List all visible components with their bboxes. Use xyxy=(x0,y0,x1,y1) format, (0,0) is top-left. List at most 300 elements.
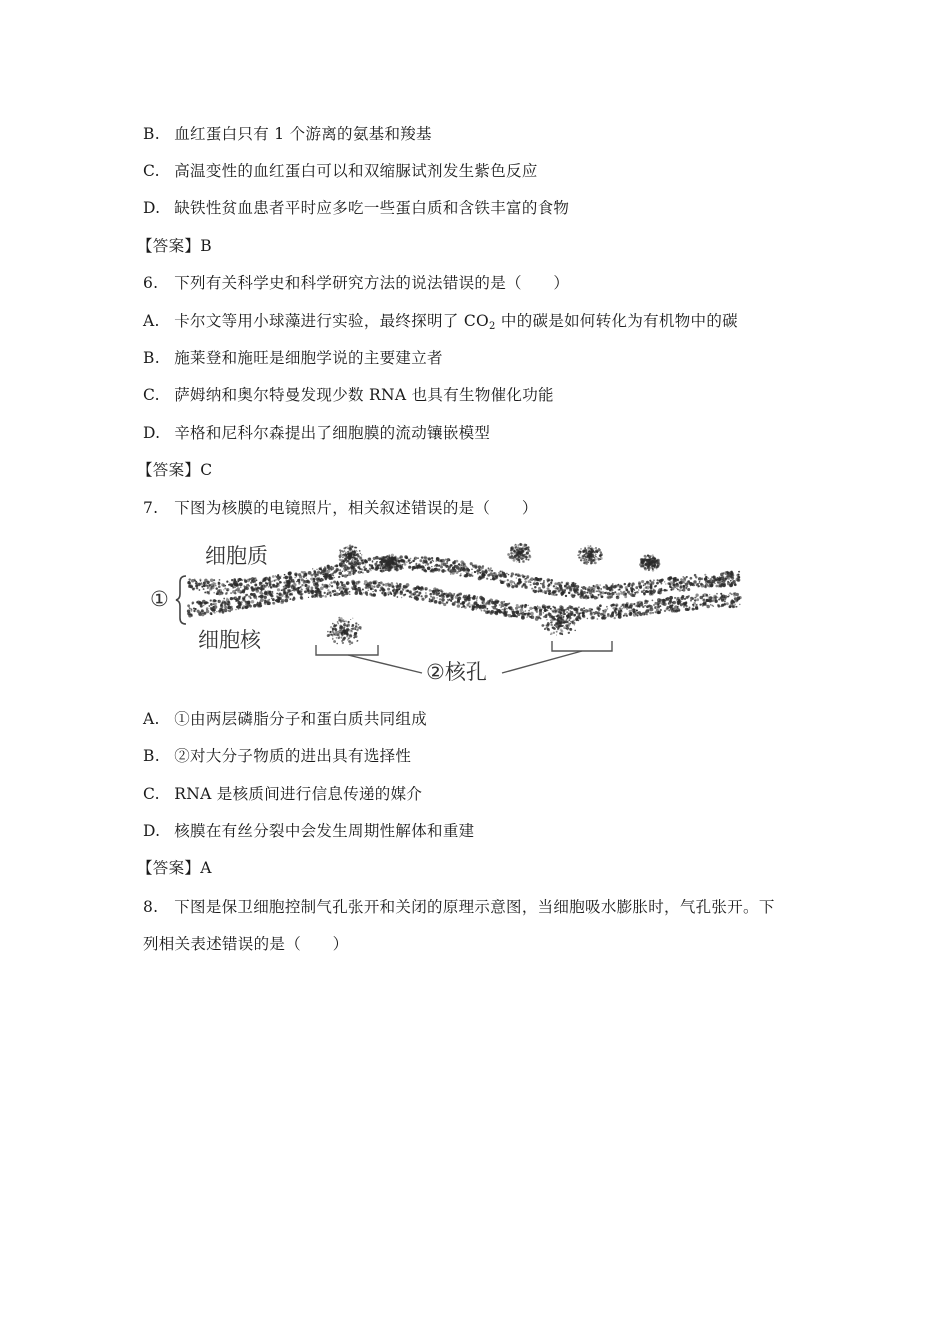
granule-speck xyxy=(585,554,586,555)
membrane-speck xyxy=(368,557,370,559)
granule-speck xyxy=(524,544,527,547)
membrane-speck xyxy=(629,610,632,613)
membrane-speck xyxy=(283,592,285,594)
membrane-speck xyxy=(535,617,539,621)
membrane-speck xyxy=(249,605,252,608)
granule-speck xyxy=(587,547,590,550)
membrane-speck xyxy=(655,585,657,587)
membrane-speck xyxy=(658,611,661,614)
membrane-speck xyxy=(491,606,492,607)
granule-speck xyxy=(382,568,384,570)
membrane-speck xyxy=(379,589,381,591)
membrane-speck xyxy=(238,608,240,610)
granule-speck xyxy=(649,568,650,569)
question-7 xyxy=(143,497,538,519)
option-label: C. xyxy=(143,785,160,803)
membrane-speck xyxy=(635,586,638,589)
membrane-speck xyxy=(669,579,671,581)
membrane-speck xyxy=(636,610,638,612)
membrane-speck xyxy=(306,578,307,579)
granule-speck xyxy=(361,554,362,555)
granule-speck xyxy=(555,611,557,613)
membrane-speck xyxy=(556,586,557,587)
membrane-speck xyxy=(327,592,330,595)
granule-speck xyxy=(341,561,344,564)
granule-speck xyxy=(349,548,352,551)
membrane-speck xyxy=(331,585,333,587)
membrane-speck xyxy=(262,581,264,583)
membrane-speck xyxy=(503,612,505,614)
membrane-speck xyxy=(239,596,241,598)
membrane-speck xyxy=(486,578,488,580)
membrane-speck xyxy=(243,599,246,602)
membrane-speck xyxy=(348,564,350,566)
membrane-speck xyxy=(693,584,695,586)
line-q6b xyxy=(143,347,443,369)
membrane-speck xyxy=(680,578,683,581)
membrane-speck xyxy=(585,587,587,589)
membrane-speck xyxy=(535,590,538,593)
membrane-speck xyxy=(399,567,402,570)
granule-speck xyxy=(558,611,560,613)
membrane-speck xyxy=(664,610,666,612)
membrane-speck xyxy=(265,582,267,584)
option-text: ②对大分子物质的进出具有选择性 xyxy=(174,747,412,765)
membrane-speck xyxy=(315,584,316,585)
granule-speck xyxy=(344,550,346,552)
membrane-speck xyxy=(378,583,380,585)
membrane-speck xyxy=(374,583,376,585)
membrane-speck xyxy=(693,602,696,605)
membrane-speck xyxy=(506,608,507,609)
membrane-speck xyxy=(209,605,211,607)
membrane-speck xyxy=(620,591,621,592)
granule-speck xyxy=(350,551,352,553)
membrane-speck xyxy=(657,591,660,594)
membrane-speck xyxy=(485,610,489,614)
membrane-speck xyxy=(476,598,478,600)
membrane-speck xyxy=(344,574,348,578)
membrane-speck xyxy=(516,573,517,574)
granule-speck xyxy=(339,549,341,551)
membrane-speck xyxy=(298,582,300,584)
membrane-speck xyxy=(239,583,243,587)
granule-speck xyxy=(527,559,529,561)
answer-q7: 【答案】A xyxy=(137,859,212,877)
membrane-speck xyxy=(226,588,229,591)
membrane-speck xyxy=(402,589,404,591)
membrane-speck xyxy=(598,595,599,596)
membrane-speck xyxy=(582,614,585,617)
membrane-speck xyxy=(652,589,655,592)
granule-speck xyxy=(587,545,588,546)
membrane-speck xyxy=(555,588,557,590)
membrane-speck xyxy=(690,597,691,598)
membrane-speck xyxy=(635,605,637,607)
membrane-speck xyxy=(422,566,425,569)
membrane-speck xyxy=(311,574,314,577)
granule-speck xyxy=(580,548,582,550)
granule-speck xyxy=(562,619,564,621)
granule-speck xyxy=(520,551,523,554)
membrane-speck xyxy=(442,570,445,573)
membrane-speck xyxy=(481,570,484,573)
membrane-speck xyxy=(438,589,440,591)
membrane-speck xyxy=(236,582,238,584)
granule-speck xyxy=(387,559,389,561)
membrane-speck xyxy=(727,581,729,583)
membrane-speck xyxy=(307,589,310,592)
membrane-speck xyxy=(276,593,278,595)
membrane-speck xyxy=(561,581,563,583)
membrane-speck xyxy=(573,583,576,586)
option-label: C. xyxy=(143,386,160,404)
granule-speck xyxy=(652,560,654,562)
membrane-speck xyxy=(511,572,514,575)
membrane-speck xyxy=(738,596,741,599)
membrane-speck xyxy=(577,613,580,616)
membrane-speck xyxy=(199,589,201,591)
membrane-speck xyxy=(459,593,462,596)
membrane-speck xyxy=(544,609,546,611)
membrane-speck xyxy=(695,593,698,596)
granule-speck xyxy=(335,624,337,626)
membrane-speck xyxy=(369,565,370,566)
membrane-speck xyxy=(528,612,530,614)
membrane-speck xyxy=(533,589,534,590)
membrane-speck xyxy=(243,585,245,587)
granule-speck xyxy=(514,551,517,554)
granule-speck xyxy=(644,564,646,566)
granule-speck xyxy=(591,559,593,561)
membrane-speck xyxy=(674,597,676,599)
membrane-speck xyxy=(612,615,614,617)
membrane-speck xyxy=(725,578,727,580)
membrane-speck xyxy=(259,585,260,586)
membrane-speck xyxy=(672,602,674,604)
granule-speck xyxy=(584,560,585,561)
membrane-speck xyxy=(724,571,728,575)
granule-speck xyxy=(394,559,397,562)
membrane-speck xyxy=(452,603,453,604)
membrane-speck xyxy=(301,584,303,586)
granule-speck xyxy=(517,544,519,546)
membrane-speck xyxy=(680,603,683,606)
granule-speck xyxy=(349,545,352,548)
membrane-speck xyxy=(344,589,346,591)
membrane-speck xyxy=(351,580,355,584)
membrane-speck xyxy=(707,580,711,584)
membrane-speck xyxy=(353,570,356,573)
membrane-speck xyxy=(418,594,420,596)
membrane-speck xyxy=(607,608,608,609)
membrane-speck xyxy=(598,607,601,610)
membrane-speck xyxy=(486,608,488,610)
membrane-speck xyxy=(598,590,600,592)
membrane-speck xyxy=(706,605,710,609)
membrane-speck xyxy=(329,584,330,585)
membrane-speck xyxy=(460,573,461,574)
membrane-speck xyxy=(535,577,538,580)
membrane-speck xyxy=(270,586,273,589)
granule-speck xyxy=(360,553,361,554)
membrane-speck xyxy=(729,592,731,594)
granule-speck xyxy=(567,613,569,615)
membrane-speck xyxy=(248,585,250,587)
line-q5c xyxy=(143,160,538,182)
membrane-speck xyxy=(701,578,704,581)
membrane-speck xyxy=(300,596,303,599)
membrane-speck xyxy=(528,605,529,606)
membrane-speck xyxy=(234,597,236,599)
membrane-speck xyxy=(694,599,696,601)
membrane-speck xyxy=(607,592,611,596)
granule-speck xyxy=(651,564,654,567)
membrane-speck xyxy=(626,615,628,617)
membrane-speck xyxy=(452,566,456,570)
granule-speck xyxy=(582,551,584,553)
membrane-speck xyxy=(250,593,253,596)
membrane-speck xyxy=(215,585,216,586)
membrane-speck xyxy=(272,581,273,582)
membrane-speck xyxy=(480,569,481,570)
membrane-speck xyxy=(224,606,227,609)
membrane-speck xyxy=(436,597,437,598)
membrane-speck xyxy=(462,596,464,598)
membrane-speck xyxy=(423,560,425,562)
membrane-speck xyxy=(646,581,649,584)
membrane-speck xyxy=(260,595,264,599)
membrane-speck xyxy=(554,582,557,585)
membrane-speck xyxy=(522,604,523,605)
membrane-speck xyxy=(646,605,649,608)
membrane-speck xyxy=(470,574,472,576)
membrane-speck xyxy=(440,566,443,569)
membrane-speck xyxy=(700,596,704,600)
membrane-speck xyxy=(507,579,509,581)
granule-speck xyxy=(334,628,337,631)
granule-speck xyxy=(650,561,651,562)
membrane-speck xyxy=(669,596,673,600)
line-q5d xyxy=(143,197,569,219)
membrane-speck xyxy=(568,592,570,594)
membrane-speck xyxy=(504,603,508,607)
membrane-speck xyxy=(587,618,588,619)
membrane-speck xyxy=(233,580,236,583)
membrane-speck xyxy=(396,591,399,594)
membrane-speck xyxy=(231,579,233,581)
membrane-speck xyxy=(425,565,426,566)
granule-speck xyxy=(339,555,342,558)
membrane-speck xyxy=(692,597,694,599)
membrane-speck xyxy=(264,602,267,605)
granule-speck xyxy=(340,626,341,627)
membrane-speck xyxy=(729,595,730,596)
granule-speck xyxy=(565,609,567,611)
membrane-speck xyxy=(538,591,540,593)
membrane-speck xyxy=(402,568,404,570)
granule-speck xyxy=(347,553,348,554)
membrane-speck xyxy=(200,602,203,605)
membrane-speck xyxy=(210,612,213,615)
membrane-speck xyxy=(393,592,396,595)
membrane-speck xyxy=(617,609,619,611)
membrane-speck xyxy=(729,584,733,588)
granule-speck xyxy=(585,549,587,551)
membrane-speck xyxy=(504,580,505,581)
membrane-speck xyxy=(477,604,479,606)
granule-speck xyxy=(346,628,349,631)
membrane-speck xyxy=(398,588,400,590)
granule-speck xyxy=(391,554,394,557)
membrane-speck xyxy=(451,597,454,600)
membrane-speck xyxy=(210,603,213,606)
membrane-speck xyxy=(445,558,447,560)
option-text: 高温变性的血红蛋白可以和双缩脲试剂发生紫色反应 xyxy=(174,162,538,180)
option-label: B. xyxy=(143,747,160,765)
granule-speck xyxy=(547,628,550,631)
membrane-speck xyxy=(683,582,685,584)
membrane-speck xyxy=(259,604,262,607)
membrane-speck xyxy=(529,607,532,610)
membrane-speck xyxy=(722,576,725,579)
membrane-speck xyxy=(213,603,215,605)
granule-speck xyxy=(352,624,355,627)
granule-speck xyxy=(556,625,559,628)
granule-speck xyxy=(594,558,596,560)
membrane-speck xyxy=(564,590,566,592)
granule-speck xyxy=(656,566,658,568)
granule-speck xyxy=(393,556,395,558)
granule-speck xyxy=(350,561,353,564)
membrane-speck xyxy=(218,585,221,588)
membrane-speck xyxy=(387,588,390,591)
membrane-speck xyxy=(590,589,592,591)
membrane-speck xyxy=(488,603,491,606)
granule-speck xyxy=(342,619,345,622)
membrane-speck xyxy=(329,586,330,587)
membrane-speck xyxy=(233,582,235,584)
granule-speck xyxy=(543,616,545,618)
membrane-speck xyxy=(454,560,456,562)
membrane-speck xyxy=(623,615,625,617)
membrane-speck xyxy=(311,595,314,598)
membrane-speck xyxy=(213,579,215,581)
membrane-speck xyxy=(415,597,419,601)
membrane-speck xyxy=(347,575,349,577)
membrane-speck xyxy=(336,586,338,588)
membrane-speck xyxy=(357,571,359,573)
membrane-speck xyxy=(399,583,402,586)
membrane-speck xyxy=(705,576,707,578)
membrane-speck xyxy=(406,561,407,562)
membrane-speck xyxy=(300,586,302,588)
membrane-speck xyxy=(531,615,535,619)
granule-speck xyxy=(548,612,551,615)
membrane-speck xyxy=(364,580,368,584)
membrane-speck xyxy=(368,590,370,592)
membrane-speck xyxy=(654,611,656,613)
granule-speck xyxy=(556,631,558,633)
membrane-speck xyxy=(322,584,324,586)
membrane-speck xyxy=(391,582,394,585)
membrane-speck xyxy=(503,601,505,603)
membrane-speck xyxy=(235,609,236,610)
membrane-speck xyxy=(237,601,241,605)
granule-speck xyxy=(341,550,343,552)
membrane-speck xyxy=(363,566,365,568)
membrane-speck xyxy=(498,572,499,573)
granule-speck xyxy=(345,620,347,622)
membrane-speck xyxy=(658,588,662,592)
membrane-speck xyxy=(622,603,625,606)
membrane-speck xyxy=(336,571,338,573)
membrane-speck xyxy=(589,608,592,611)
membrane-speck xyxy=(612,595,613,596)
membrane-speck xyxy=(734,583,737,586)
membrane-speck xyxy=(301,578,304,581)
membrane-speck xyxy=(344,570,346,572)
membrane-speck xyxy=(573,619,575,621)
membrane-speck xyxy=(698,582,699,583)
membrane-speck xyxy=(672,604,674,606)
membrane-speck xyxy=(712,580,716,584)
granule-speck xyxy=(647,558,650,561)
granule-speck xyxy=(332,636,333,637)
membrane-speck xyxy=(192,603,194,605)
membrane-speck xyxy=(638,605,640,607)
membrane-speck xyxy=(544,591,547,594)
membrane-speck xyxy=(440,560,442,562)
membrane-speck xyxy=(479,572,481,574)
membrane-speck xyxy=(612,604,615,607)
membrane-speck xyxy=(213,592,215,594)
granule-speck xyxy=(345,546,347,548)
granule-speck xyxy=(527,546,529,548)
membrane-speck xyxy=(650,605,651,606)
membrane-speck xyxy=(289,576,293,580)
membrane-speck xyxy=(285,579,287,581)
granule-speck xyxy=(521,554,522,555)
membrane-speck xyxy=(661,578,664,581)
membrane-speck xyxy=(420,595,422,597)
granule-speck xyxy=(552,620,554,622)
membrane-speck xyxy=(511,585,514,588)
membrane-speck xyxy=(392,586,395,589)
membrane-speck xyxy=(347,583,349,585)
granule-speck xyxy=(350,619,351,620)
line-q6d xyxy=(143,422,490,444)
membrane-speck xyxy=(519,574,522,577)
membrane-speck xyxy=(342,571,343,572)
granule-speck xyxy=(382,564,384,566)
membrane-speck xyxy=(342,587,344,589)
granule-speck xyxy=(561,633,563,635)
membrane-speck xyxy=(190,610,192,612)
granule-speck xyxy=(351,628,352,629)
membrane-speck xyxy=(724,601,726,603)
membrane-speck xyxy=(323,586,325,588)
membrane-speck xyxy=(578,606,579,607)
membrane-speck xyxy=(295,588,297,590)
membrane-speck xyxy=(409,595,411,597)
membrane-speck xyxy=(681,595,684,598)
membrane-speck xyxy=(686,605,688,607)
membrane-speck xyxy=(409,562,411,564)
membrane-speck xyxy=(253,580,256,583)
membrane-speck xyxy=(257,605,259,607)
membrane-speck xyxy=(649,586,652,589)
